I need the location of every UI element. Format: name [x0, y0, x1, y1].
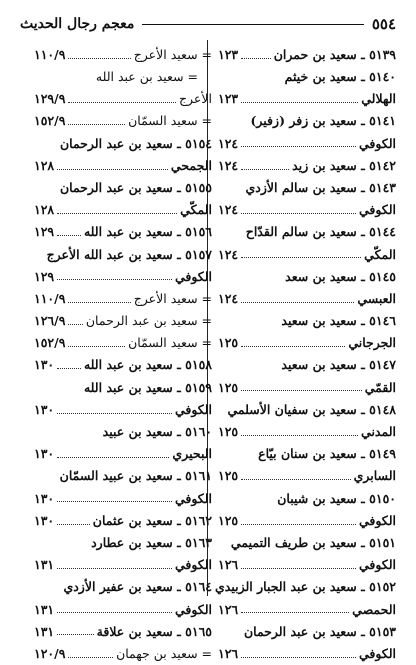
dot-leader [68, 102, 176, 103]
entry-text: ٥١٥٨ ـ سعيد بن عبد الله [83, 357, 212, 373]
entry-text: = سعيد السمّان [128, 113, 212, 129]
index-entry-line [34, 177, 212, 199]
dot-leader [241, 657, 356, 658]
entry-page-number: ١٢٦ [218, 645, 239, 661]
entry-page-number: ١٣١ [34, 557, 55, 573]
entry-text: ٥١٤٢ ـ سعيد بن زيد [292, 157, 396, 173]
index-entry-line [218, 266, 396, 288]
index-entry-line [218, 222, 396, 244]
index-entry-line [34, 111, 212, 133]
index-entry-line [34, 133, 212, 155]
dot-leader [57, 368, 81, 369]
index-entry-line [218, 377, 396, 399]
dot-leader [57, 568, 172, 569]
index-entry-line [34, 244, 212, 266]
entry-page-number: ١٢٥ [218, 512, 239, 528]
entry-text: ٥١٥٦ ـ سعيد بن عبد الله [83, 224, 212, 240]
entry-text: = سعيد الأعرج [133, 46, 212, 62]
index-entry-line [218, 288, 396, 310]
dot-leader [241, 58, 271, 59]
entry-text: ٥١٤٨ ـ سعيد بن سفيان الأسلمي [227, 401, 396, 417]
entry-text: ٥١٣٩ ـ سعيد بن حمران [273, 46, 396, 62]
index-entry-line [218, 488, 396, 510]
dot-leader [241, 102, 358, 103]
index-entry-line [34, 421, 212, 443]
dot-leader [241, 524, 356, 525]
index-entry-line [218, 355, 396, 377]
entry-text: ٥١٥٠ ـ سعيد بن شيبان [277, 490, 396, 506]
index-entry-line [34, 155, 212, 177]
entry-page-number: ١٢٤ [218, 246, 239, 262]
index-entry-line [34, 510, 212, 532]
entry-page-number: ١٣١ [34, 601, 55, 617]
dot-leader [241, 146, 356, 147]
index-entry-line [34, 377, 212, 399]
entry-page-number: ١٢٤ [218, 157, 239, 173]
dot-leader [57, 279, 172, 280]
index-entry-line [34, 532, 212, 554]
entry-text: ٥١٥٥ ـ سعيد بن عبد الرحمان [59, 179, 212, 195]
entry-page-number: ١٢٣ [218, 91, 239, 107]
entry-text: = سعيد الأعرج [133, 290, 212, 306]
dot-leader [57, 457, 169, 458]
entry-page-number: ١٥٢/٩ [34, 335, 66, 351]
index-entry-line [34, 643, 212, 665]
index-entry-line [34, 199, 212, 221]
entry-page-number: ١١٠/٩ [34, 46, 66, 62]
index-entry-line [218, 177, 396, 199]
index-entry-line [34, 443, 212, 465]
index-entry-line [218, 66, 396, 88]
index-entry-line [218, 133, 396, 155]
entry-text: ٥١٥٢ ـ سعيد بن عبد الجبار الزبيدي [215, 579, 396, 595]
entry-text: السابري [353, 468, 396, 484]
index-entry-line [34, 488, 212, 510]
entry-page-number: ١٣٠ [34, 490, 55, 506]
entry-text: الكوفي [358, 135, 396, 151]
entry-text: ٥١٤٥ ـ سعيد بن سعد [285, 268, 396, 284]
dot-leader [68, 324, 82, 325]
entry-page-number: ١٢٨ [34, 157, 55, 173]
entry-page-number: ١٢٩ [34, 268, 55, 284]
index-entry-line [34, 266, 212, 288]
dot-leader [241, 346, 345, 347]
entry-text: = سعيد بن عبد الله [95, 69, 198, 85]
entry-text: ٥١٥٤ ـ سعيد بن عبد الرحمان [59, 135, 212, 151]
entry-page-number: ١٢٥ [218, 424, 239, 440]
entry-text: ٥١٤٠ ـ سعيد بن خيثم [284, 69, 396, 85]
dot-leader [241, 479, 350, 480]
entry-text: ٥١٥١ ـ سعيد بن طريف التميمي [230, 534, 396, 550]
index-entry-line [34, 355, 212, 377]
page-header [20, 12, 396, 36]
index-entry-line [218, 443, 396, 465]
entry-text: الهلالي [361, 91, 396, 107]
index-entry-line [218, 466, 396, 488]
index-entry-line [218, 244, 396, 266]
index-entry-line [218, 399, 396, 421]
entry-text: المكّي [364, 246, 396, 262]
dot-leader [57, 235, 81, 236]
entry-text: ٥١٦٤ ـ سعيد بن عفير الأزدي [63, 579, 212, 595]
entry-page-number: ١٢٨ [34, 202, 55, 218]
index-entry-line [34, 399, 212, 421]
index-entry-line [34, 621, 212, 643]
dot-leader [57, 524, 90, 525]
entry-text: الكوفي [358, 202, 396, 218]
entry-page-number: ١٢٥ [218, 335, 239, 351]
entry-page-number: ١٣٠ [34, 357, 55, 373]
entry-page-number: ١٢٩ [34, 224, 55, 240]
index-entry-line [218, 621, 396, 643]
entry-page-number: ١٢٥ [218, 379, 239, 395]
entry-page-number: ١٣٠ [34, 446, 55, 462]
header-rule [142, 24, 363, 25]
entry-page-number: ١٢٦ [218, 601, 239, 617]
entry-text: الكوفي [174, 268, 212, 284]
entry-text: الكوفي [174, 401, 212, 417]
entry-text: ٥١٥٧ ـ سعيد بن عبد الله الأعرج [46, 246, 212, 262]
entry-text: ٥١٤١ ـ سعيد بن زفر (زفير) [250, 113, 396, 129]
entry-text: ٥١٦٠ ـ سعيد بن عبيد [102, 424, 212, 440]
entry-page-number: ١٢٣ [218, 46, 239, 62]
entry-text: ٥١٦٢ ـ سعيد بن عثمان [92, 512, 212, 528]
entry-text: ٥١٦١ ـ سعيد بن عبيد السمّان [59, 468, 212, 484]
index-entry-line [34, 599, 212, 621]
entry-text: الكوفي [174, 557, 212, 573]
entry-text: الكوفي [358, 512, 396, 528]
entry-text: البحيري [172, 446, 212, 462]
index-entry-line [218, 599, 396, 621]
index-entry-line [218, 332, 396, 354]
dot-leader [68, 657, 113, 658]
entry-text: ٥١٥٩ ـ سعيد بن عبد الله [83, 379, 212, 395]
dot-leader [57, 413, 172, 414]
dot-leader [68, 58, 130, 59]
entry-text: ٥١٦٥ ـ سعيد بن علاقة [96, 623, 212, 639]
entry-page-number: ١٣١ [34, 623, 55, 639]
entry-text: الكوفي [174, 490, 212, 506]
index-entry-line [218, 111, 396, 133]
entry-text: ٥١٤٤ ـ سعيد بن سالم القدّاح [245, 224, 396, 240]
entry-text: القمّي [364, 379, 396, 395]
dot-leader [241, 568, 356, 569]
entry-text: الجرجاني [348, 335, 396, 351]
index-entry-line [34, 577, 212, 599]
dot-leader [241, 435, 358, 436]
entry-text: الأعرج [178, 91, 212, 107]
entry-text: = سعيد السمّان [128, 335, 212, 351]
entry-text: العبسي [357, 290, 396, 306]
entry-page-number: ١٢٠/٩ [34, 645, 66, 661]
dot-leader [241, 302, 354, 303]
dot-leader [57, 213, 177, 214]
index-entry-line [218, 510, 396, 532]
entry-text: = سعيد بن عبد الرحمان [85, 313, 212, 329]
entry-text: المكّي [180, 202, 212, 218]
index-entry-line [34, 222, 212, 244]
index-entry-line [34, 310, 212, 332]
entry-text: ٥١٤٩ ـ سعيد بن سنان بيّاع [258, 446, 396, 462]
dot-leader [241, 169, 289, 170]
index-entry-line [34, 66, 212, 88]
entry-text: ٥١٤٣ ـ سعيد بن سالم الأزدي [245, 179, 396, 195]
entry-page-number: ١٢٥ [218, 468, 239, 484]
page-number: ٥٥٤ [371, 15, 396, 33]
entry-text: ٥١٤٧ ـ سعيد بن سعيد [281, 357, 396, 373]
entry-text: الحمصي [352, 601, 396, 617]
dot-leader [241, 213, 356, 214]
dot-leader [68, 124, 125, 125]
index-entry-line [218, 643, 396, 665]
index-entry-line [34, 332, 212, 354]
entry-text: الجمحي [170, 157, 212, 173]
entry-page-number: ١٢٤ [218, 202, 239, 218]
index-entry-line [215, 577, 396, 599]
left-column [34, 44, 212, 665]
index-entry-line [34, 88, 212, 110]
dot-leader [241, 612, 349, 613]
index-entry-line [218, 532, 396, 554]
dot-leader [68, 346, 125, 347]
index-entry-line [34, 466, 212, 488]
entry-text: ٥١٦٣ ـ سعيد بن عطارد [91, 534, 212, 550]
entry-text: الكوفي [358, 645, 396, 661]
entry-text: المدني [361, 424, 396, 440]
right-column [215, 44, 396, 665]
index-entry-line [218, 310, 396, 332]
entry-page-number: ١٢٦/٩ [34, 313, 66, 329]
running-title: معجم رجال الحديث [20, 16, 135, 32]
entry-text: الكوفي [358, 557, 396, 573]
entry-page-number: ١٢٤ [218, 290, 239, 306]
entry-page-number: ١١٠/٩ [34, 290, 66, 306]
entry-page-number: ١٢٦ [218, 557, 239, 573]
index-entry-line [218, 421, 396, 443]
entry-text: ٥١٥٣ ـ سعيد بن عبد الرحمان [243, 623, 396, 639]
index-entry-line [34, 554, 212, 576]
entry-page-number: ١٢٤ [218, 135, 239, 151]
entry-text: ٥١٤٦ ـ سعيد بن سعيد [281, 313, 396, 329]
entry-text: الكوفي [174, 601, 212, 617]
index-entry-line [218, 199, 396, 221]
index-entry-line [218, 554, 396, 576]
dot-leader [57, 634, 93, 635]
entry-page-number: ١٣٠ [34, 401, 55, 417]
dot-leader [57, 612, 172, 613]
index-entry-line [34, 44, 212, 66]
index-entry-line [218, 155, 396, 177]
entry-text: = سعيد بن جهمان [116, 645, 212, 661]
index-entry-line [34, 288, 212, 310]
dot-leader [57, 169, 168, 170]
entry-page-number: ١٣٠ [34, 512, 55, 528]
entry-page-number: ١٢٩/٩ [34, 91, 66, 107]
index-entry-line [218, 88, 396, 110]
index-entry-line [218, 44, 396, 66]
dot-leader [68, 302, 130, 303]
entry-page-number: ١٥٢/٩ [34, 113, 66, 129]
dot-leader [57, 501, 172, 502]
dot-leader [241, 257, 361, 258]
dot-leader [241, 390, 362, 391]
